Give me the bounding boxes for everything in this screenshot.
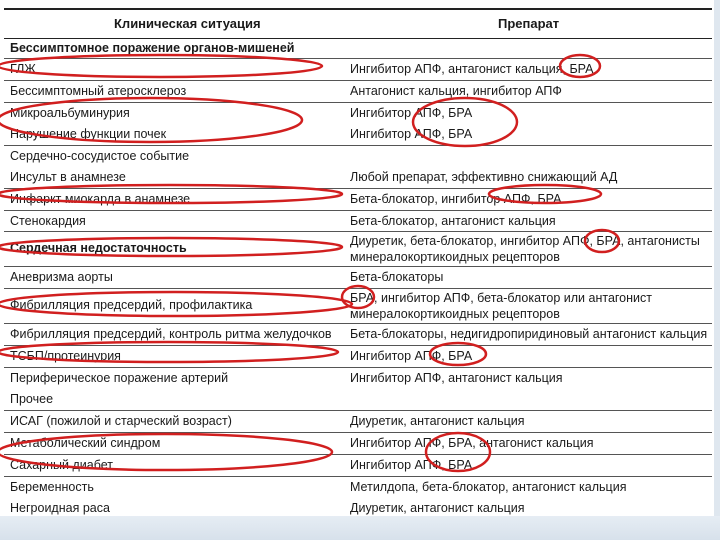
situation-cell: Нарушение функции почек (10, 127, 167, 141)
situation-cell: ИСАГ (пожилой и старческий возраст) (10, 414, 232, 428)
drug-cell: Ингибитор АПФ, антагонист кальция, БРА (350, 62, 594, 76)
table-header (4, 8, 712, 39)
table-row (4, 189, 712, 211)
table-row (4, 389, 712, 411)
table-row (4, 289, 712, 324)
situation-cell: Микроальбуминурия (10, 106, 130, 120)
table-row (4, 455, 712, 477)
situation-cell: Фибрилляция предсердий, профилактика (10, 298, 253, 312)
table-row (4, 433, 712, 455)
drug-cell: Ингибитор АПФ, антагонист кальция (350, 371, 563, 385)
header-situation: Клиническая ситуация (114, 16, 261, 31)
situation-cell: Метаболический синдром (10, 436, 161, 450)
situation-cell: Периферическое поражение артерий (10, 371, 229, 385)
table-row (4, 146, 712, 167)
drug-cell: Диуретик, бета-блокатор, ингибитор АПФ, БРА, антагонисты минералокортикоидных рецепторов (350, 234, 700, 264)
drug-cell: Метилдопа, бета-блокатор, антагонист кальция (350, 480, 627, 494)
table-row (4, 477, 712, 498)
drug-cell: Ингибитор АПФ, БРА, антагонист кальция (350, 436, 594, 450)
table-row (4, 346, 712, 368)
table-row (4, 38, 712, 59)
bottom-band (0, 516, 720, 540)
situation-cell: Фибрилляция предсердий, контроль ритма желудочков (10, 327, 332, 341)
drug-selection-table (4, 8, 712, 516)
situation-cell: Бессимптомное поражение органов-мишеней (10, 41, 295, 55)
situation-cell: Сердечно-сосудистое событие (10, 149, 190, 163)
table-row (4, 211, 712, 232)
situation-cell: Бессимптомный атеросклероз (10, 84, 187, 98)
right-edge-strip (714, 0, 720, 540)
table-row (4, 124, 712, 146)
situation-cell: ГЛЖ (10, 62, 36, 76)
drug-cell: Диуретик, антагонист кальция (350, 414, 525, 428)
drug-cell: Бета-блокаторы (350, 270, 444, 284)
situation-cell: Сердечная недостаточность (10, 241, 187, 255)
header-drug: Препарат (498, 16, 560, 31)
table-row (4, 59, 712, 81)
situation-cell: Сахарный диабет (10, 458, 113, 472)
table-row (4, 167, 712, 189)
table-row (4, 324, 712, 346)
drug-cell: Бета-блокаторы, недигидропиридиновый антагонист кальция (350, 327, 708, 341)
drug-cell: Ингибитор АПФ, БРА (350, 458, 473, 472)
drug-cell: Бета-блокатор, антагонист кальция (350, 214, 556, 228)
table-row (4, 103, 712, 124)
table-row (4, 267, 712, 289)
situation-cell: Беременность (10, 480, 94, 494)
drug-cell: Антагонист кальция, ингибитор АПФ (350, 84, 562, 98)
situation-cell: ТСБП/протеинурия (10, 349, 121, 363)
drug-cell: Ингибитор АПФ, БРА (350, 127, 473, 141)
drug-cell: Ингибитор АПФ, БРА (350, 349, 473, 363)
table-row (4, 232, 712, 267)
table-row (4, 411, 712, 433)
situation-cell: Инфаркт миокарда в анамнезе (10, 192, 191, 206)
situation-cell: Аневризма аорты (10, 270, 113, 284)
situation-cell: Прочее (10, 392, 54, 406)
drug-cell: Любой препарат, эффективно снижающий АД (350, 170, 618, 184)
drug-cell: Ингибитор АПФ, БРА (350, 106, 473, 120)
situation-cell: Инсульт в анамнезе (10, 170, 126, 184)
situation-cell: Негроидная раса (10, 501, 110, 515)
drug-cell: Диуретик, антагонист кальция (350, 501, 525, 515)
drug-cell: БРА, ингибитор АПФ, бета-блокатор или антагонист минералокортикоидных рецепторов (350, 291, 652, 321)
table-row (4, 368, 712, 389)
situation-cell: Стенокардия (10, 214, 86, 228)
drug-cell: Бета-блокатор, ингибитор АПФ, БРА (350, 192, 562, 206)
table-row (4, 81, 712, 103)
